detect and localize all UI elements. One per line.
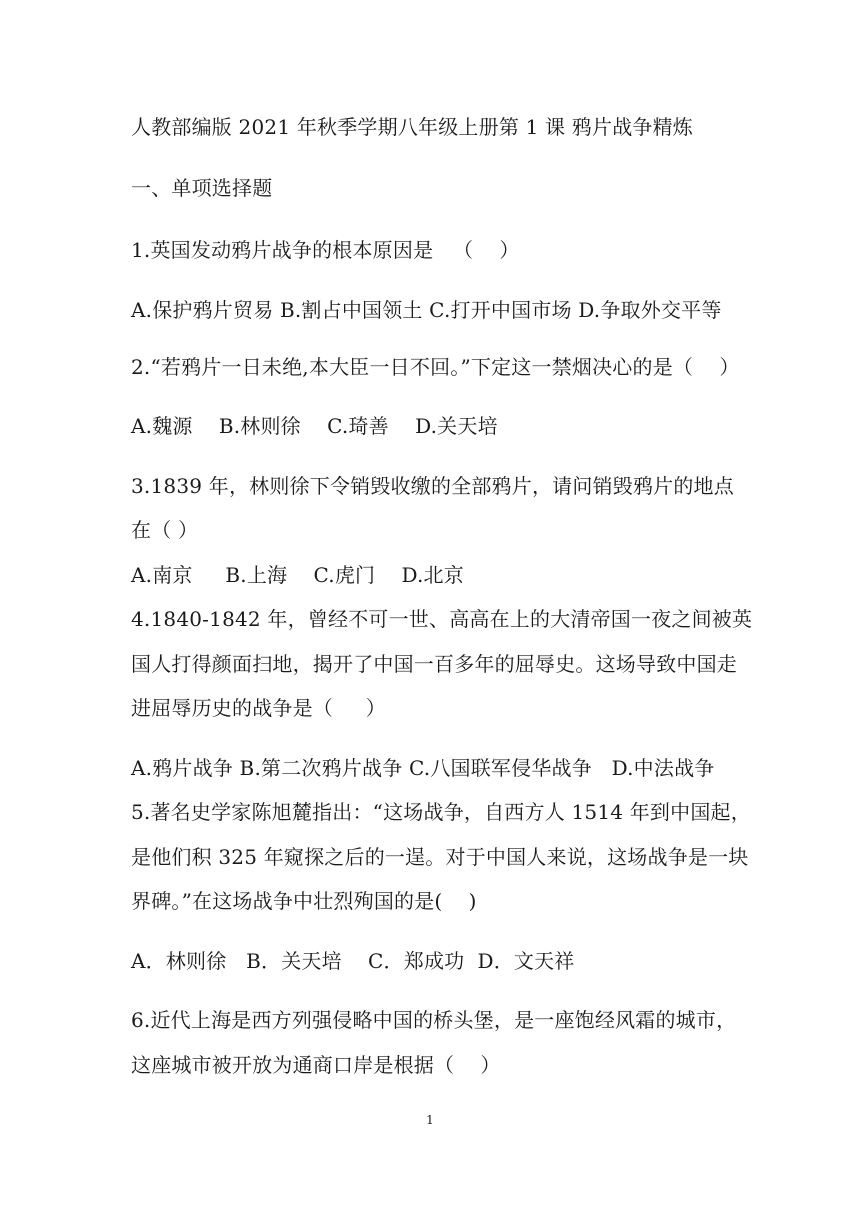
question-4-line-3: 进屈辱历史的战争是（ ）: [131, 696, 386, 720]
page-number: 1: [426, 1113, 434, 1127]
question-6-line-1: 6.近代上海是西方列强侵略中国的桥头堡，是一座饱经风霜的城市，: [131, 1008, 737, 1032]
question-4-options: A.鸦片战争 B.第二次鸦片战争 C.八国联军侵华战争 D.中法战争: [131, 756, 715, 780]
question-4-line-1: 4.1840-1842 年，曾经不可一世、高高在上的大清帝国一夜之间被英: [131, 607, 753, 631]
question-2: 2.“若鸦片一日未绝,本大臣一日不回。”下定这一禁烟决心的是（ ）: [131, 355, 740, 379]
question-3-options: A.南京 B.上海 C.虎门 D.北京: [131, 563, 464, 587]
question-5-line-3: 界碑。”在这场战争中壮烈殉国的是( ): [131, 889, 477, 913]
question-5-line-2: 是他们积 325 年窥探之后的一逞。对于中国人来说，这场战争是一块: [131, 845, 749, 869]
question-4-line-2: 国人打得颜面扫地，揭开了中国一百多年的屈辱史。这场导致中国走: [131, 652, 737, 676]
question-3-line-2: 在（ ）: [131, 518, 199, 542]
question-1-options: A.保护鸦片贸易 B.割占中国领土 C.打开中国市场 D.争取外交平等: [131, 298, 722, 322]
question-1: 1.英国发动鸦片战争的根本原因是 （ ）: [131, 238, 520, 262]
section-heading: 一、单项选择题: [131, 176, 273, 200]
document-title: 人教部编版 2021 年秋季学期八年级上册第 1 课 鸦片战争精炼: [131, 115, 694, 139]
question-5-options: A．林则徐 B．关天培 C．郑成功 D．文天祥: [131, 949, 575, 973]
question-3-line-1: 3.1839 年，林则徐下令销毁收缴的全部鸦片，请问销毁鸦片的地点: [131, 474, 734, 498]
question-5-line-1: 5.著名史学家陈旭麓指出：“这场战争，自西方人 1514 年到中国起，: [131, 800, 751, 824]
question-6-line-2: 这座城市被开放为通商口岸是根据（ ）: [131, 1053, 501, 1077]
question-2-options: A.魏源 B.林则徐 C.琦善 D.关天培: [131, 414, 498, 438]
